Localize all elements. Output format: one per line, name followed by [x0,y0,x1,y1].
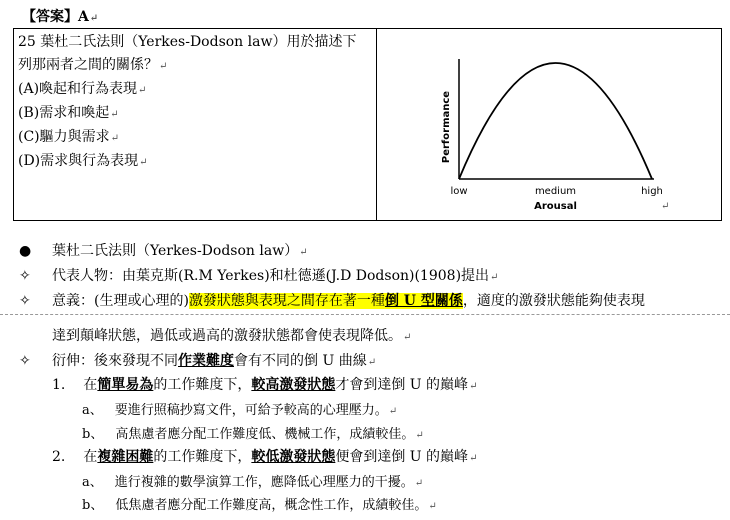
item-1-sub-a: a、 要進行照稿抄寫文件，可給予較高的心理壓力。↵ [82,403,398,418]
answer-label: 【答案】A↵ [22,9,99,25]
lower-arousal-emphasis: 較低激發狀態 [251,449,336,465]
higher-arousal-emphasis: 較高激發狀態 [251,377,336,393]
bullet-title: 葉杜二氏法則（Yerkes-Dodson law） [52,243,299,259]
page-break-divider [0,314,730,315]
diamond-bullet-icon: ✧ [19,353,31,369]
option-a: (A)喚起和行為表現↵ [18,81,147,97]
x-tick-label-high: high [641,186,663,197]
diamond-bullet-icon: ✧ [19,268,31,284]
bullet-dot-icon: ● [19,243,32,259]
answer-text: 【答案】A [22,9,89,25]
item-1-number: 1. [52,377,66,393]
simple-task-emphasis: 簡單易為 [97,377,154,393]
x-axis-title: Arousal [534,201,577,212]
item-2: 2. 在複雜困難的工作難度下，較低激發狀態便會到達倒 U 的巔峰↵ [52,449,478,465]
option-c: (C)驅力與需求↵ [18,129,120,145]
option-d: (D)需求與行為表現↵ [18,153,148,169]
yerkes-dodson-chart [377,29,721,220]
meaning-highlight: 激發狀態與表現之間存在著一種 [188,293,385,309]
meaning-line [19,290,645,310]
question-table [13,28,722,221]
item-1: 1. 在簡單易為的工作難度下，較高激發狀態才會到達倒 U 的巔峰↵ [52,377,478,393]
chart-cell: low medium high Arousal Performance ↵ [377,29,722,221]
item-1-sub-b: b、 高焦慮者應分配工作難度低、機械工作，成績較佳。↵ [82,427,424,442]
complex-task-emphasis: 複雜困難 [97,449,154,465]
question-stem-line2: 列那兩者之間的關係？↵ [18,57,168,73]
y-axis-title: Performance [441,90,452,164]
item-2-sub-a: a、 進行複雜的數學演算工作，應降低心理壓力的干擾。↵ [82,475,424,490]
representative-text: 代表人物：由葉克斯(R.M Yerkes)和杜德遜(J.D Dodson)(1908)提出 [52,268,490,284]
x-tick-label-low: low [450,186,468,197]
item-2-sub-b: b、 低焦慮者應分配工作難度高，概念性工作，成績較佳。↵ [82,498,437,513]
bullet-title-line: ● 葉杜二氏法則（Yerkes-Dodson law）↵ [19,243,308,259]
inverted-u-highlight: 倒 U 型關係 [384,293,463,309]
question-cell [14,29,377,221]
x-tick-label-medium: medium [534,186,577,197]
performance-curve [459,63,652,179]
diamond-bullet-icon: ✧ [19,293,31,309]
meaning-suffix: ，適度的激發狀態能夠使表現 [462,293,645,309]
meaning-continued-line: 達到顛峰狀態，過低或過高的激發狀態都會使表現降低。↵ [52,328,412,344]
item-2-number: 2. [52,449,66,465]
representative-line: ✧ 代表人物：由葉克斯(R.M Yerkes)和杜德遜(J.D Dodson)(1908)提出↵ [19,268,499,284]
meaning-prefix: 意義：(生理或心理的) [52,293,189,309]
option-b: (B)需求和喚起↵ [18,105,119,121]
question-stem-line1: 25 葉杜二氏法則（Yerkes-Dodson law）用於描述下 [18,34,357,50]
meaning-continued: 達到顛峰狀態，過低或過高的激發狀態都會使表現降低。 [52,328,402,344]
extension-line: ✧ 衍伸：後來發現不同作業難度會有不同的倒 U 曲線↵ [19,353,377,369]
task-difficulty-emphasis: 作業難度 [178,353,234,369]
